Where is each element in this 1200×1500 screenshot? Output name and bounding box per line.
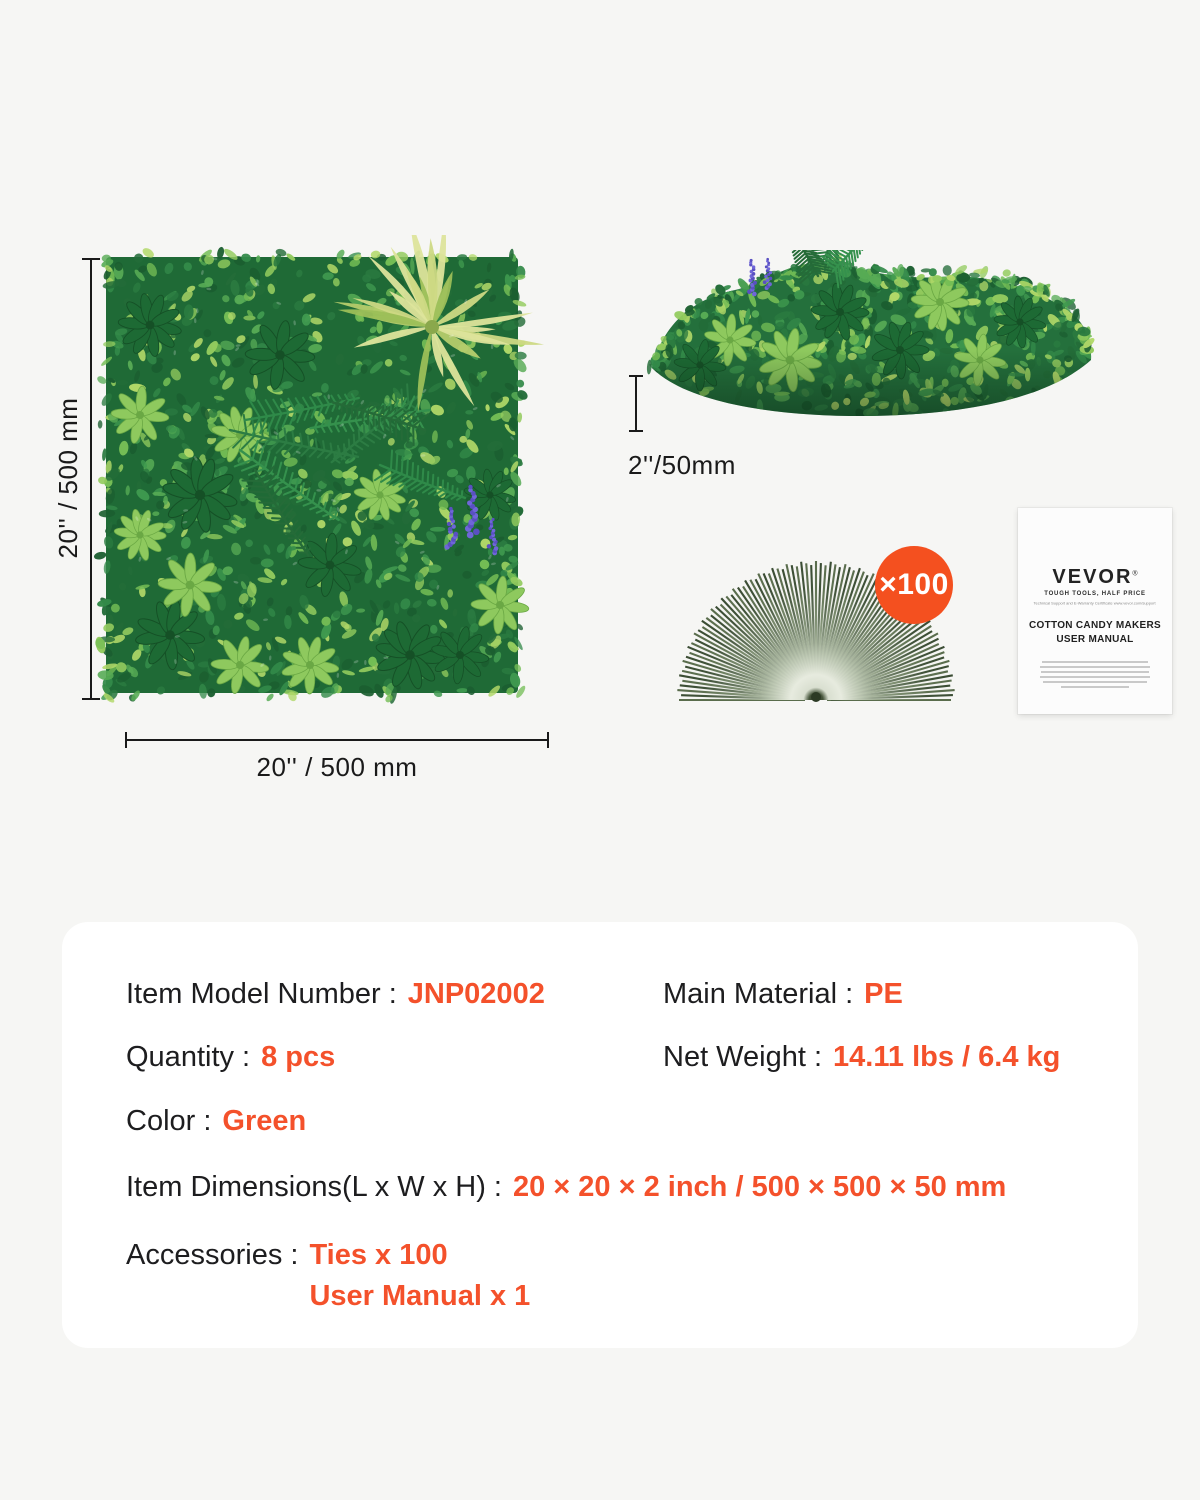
- height-dimension-label: 20'' / 500 mm: [53, 397, 83, 559]
- registered-mark: ®: [1132, 570, 1138, 578]
- spec-value: JNP02002: [407, 978, 545, 1010]
- spec-value: Ties x 100: [309, 1238, 448, 1271]
- spec-label: Item Dimensions(L x W x H) :: [126, 1171, 502, 1204]
- manual-title: COTTON CANDY MAKERS USER MANUAL: [1028, 620, 1161, 645]
- manual-support-line: Technical Support and E-Warranty Certificate www.vevor.com/support: [1034, 602, 1157, 606]
- spec-row-material: [663, 978, 1074, 1010]
- spec-value: PE: [864, 978, 903, 1010]
- spec-value: Green: [222, 1104, 307, 1137]
- height-dimension-line: [90, 258, 92, 700]
- spec-row-quantity: [126, 1041, 663, 1073]
- manual-tagline: TOUGH TOOLS, HALF PRICE: [1044, 591, 1146, 597]
- spec-label: Net Weight :: [663, 1041, 823, 1074]
- spec-value: 20 × 20 × 2 inch / 500 × 500 × 50 mm: [512, 1171, 1007, 1204]
- manual-fine-print: [1040, 661, 1151, 691]
- panel-front-view-image: [80, 235, 560, 715]
- vevor-logo: VEVOR®: [1052, 566, 1138, 588]
- ties-count-badge: ×100: [875, 546, 953, 624]
- spec-row-weight: [663, 1041, 1074, 1073]
- spec-label: Main Material :: [663, 978, 854, 1010]
- spec-value: 14.11 lbs / 6.4 kg: [833, 1041, 1061, 1074]
- spec-label: Color :: [126, 1104, 212, 1137]
- panel-side-view-image: [640, 250, 1110, 432]
- spec-card: [62, 922, 1138, 1348]
- spec-value: User Manual x 1: [309, 1280, 531, 1313]
- spec-value: 8 pcs: [261, 1041, 336, 1074]
- spec-row-accessories: [126, 1235, 1074, 1317]
- spec-label: Quantity :: [126, 1041, 251, 1074]
- width-dimension-line: [125, 739, 549, 741]
- width-dimension-label: 20'' / 500 mm: [256, 752, 418, 782]
- spec-row-color: [126, 1105, 663, 1137]
- user-manual-image: [1018, 508, 1172, 714]
- spec-row-dimensions: [126, 1171, 1074, 1203]
- thickness-dimension-label: 2''/50mm: [628, 450, 736, 480]
- thickness-dimension-line: [635, 375, 637, 432]
- spec-row-model: [126, 978, 663, 1010]
- spec-label: Item Model Number :: [126, 978, 397, 1010]
- spec-label: Accessories :: [126, 1238, 299, 1271]
